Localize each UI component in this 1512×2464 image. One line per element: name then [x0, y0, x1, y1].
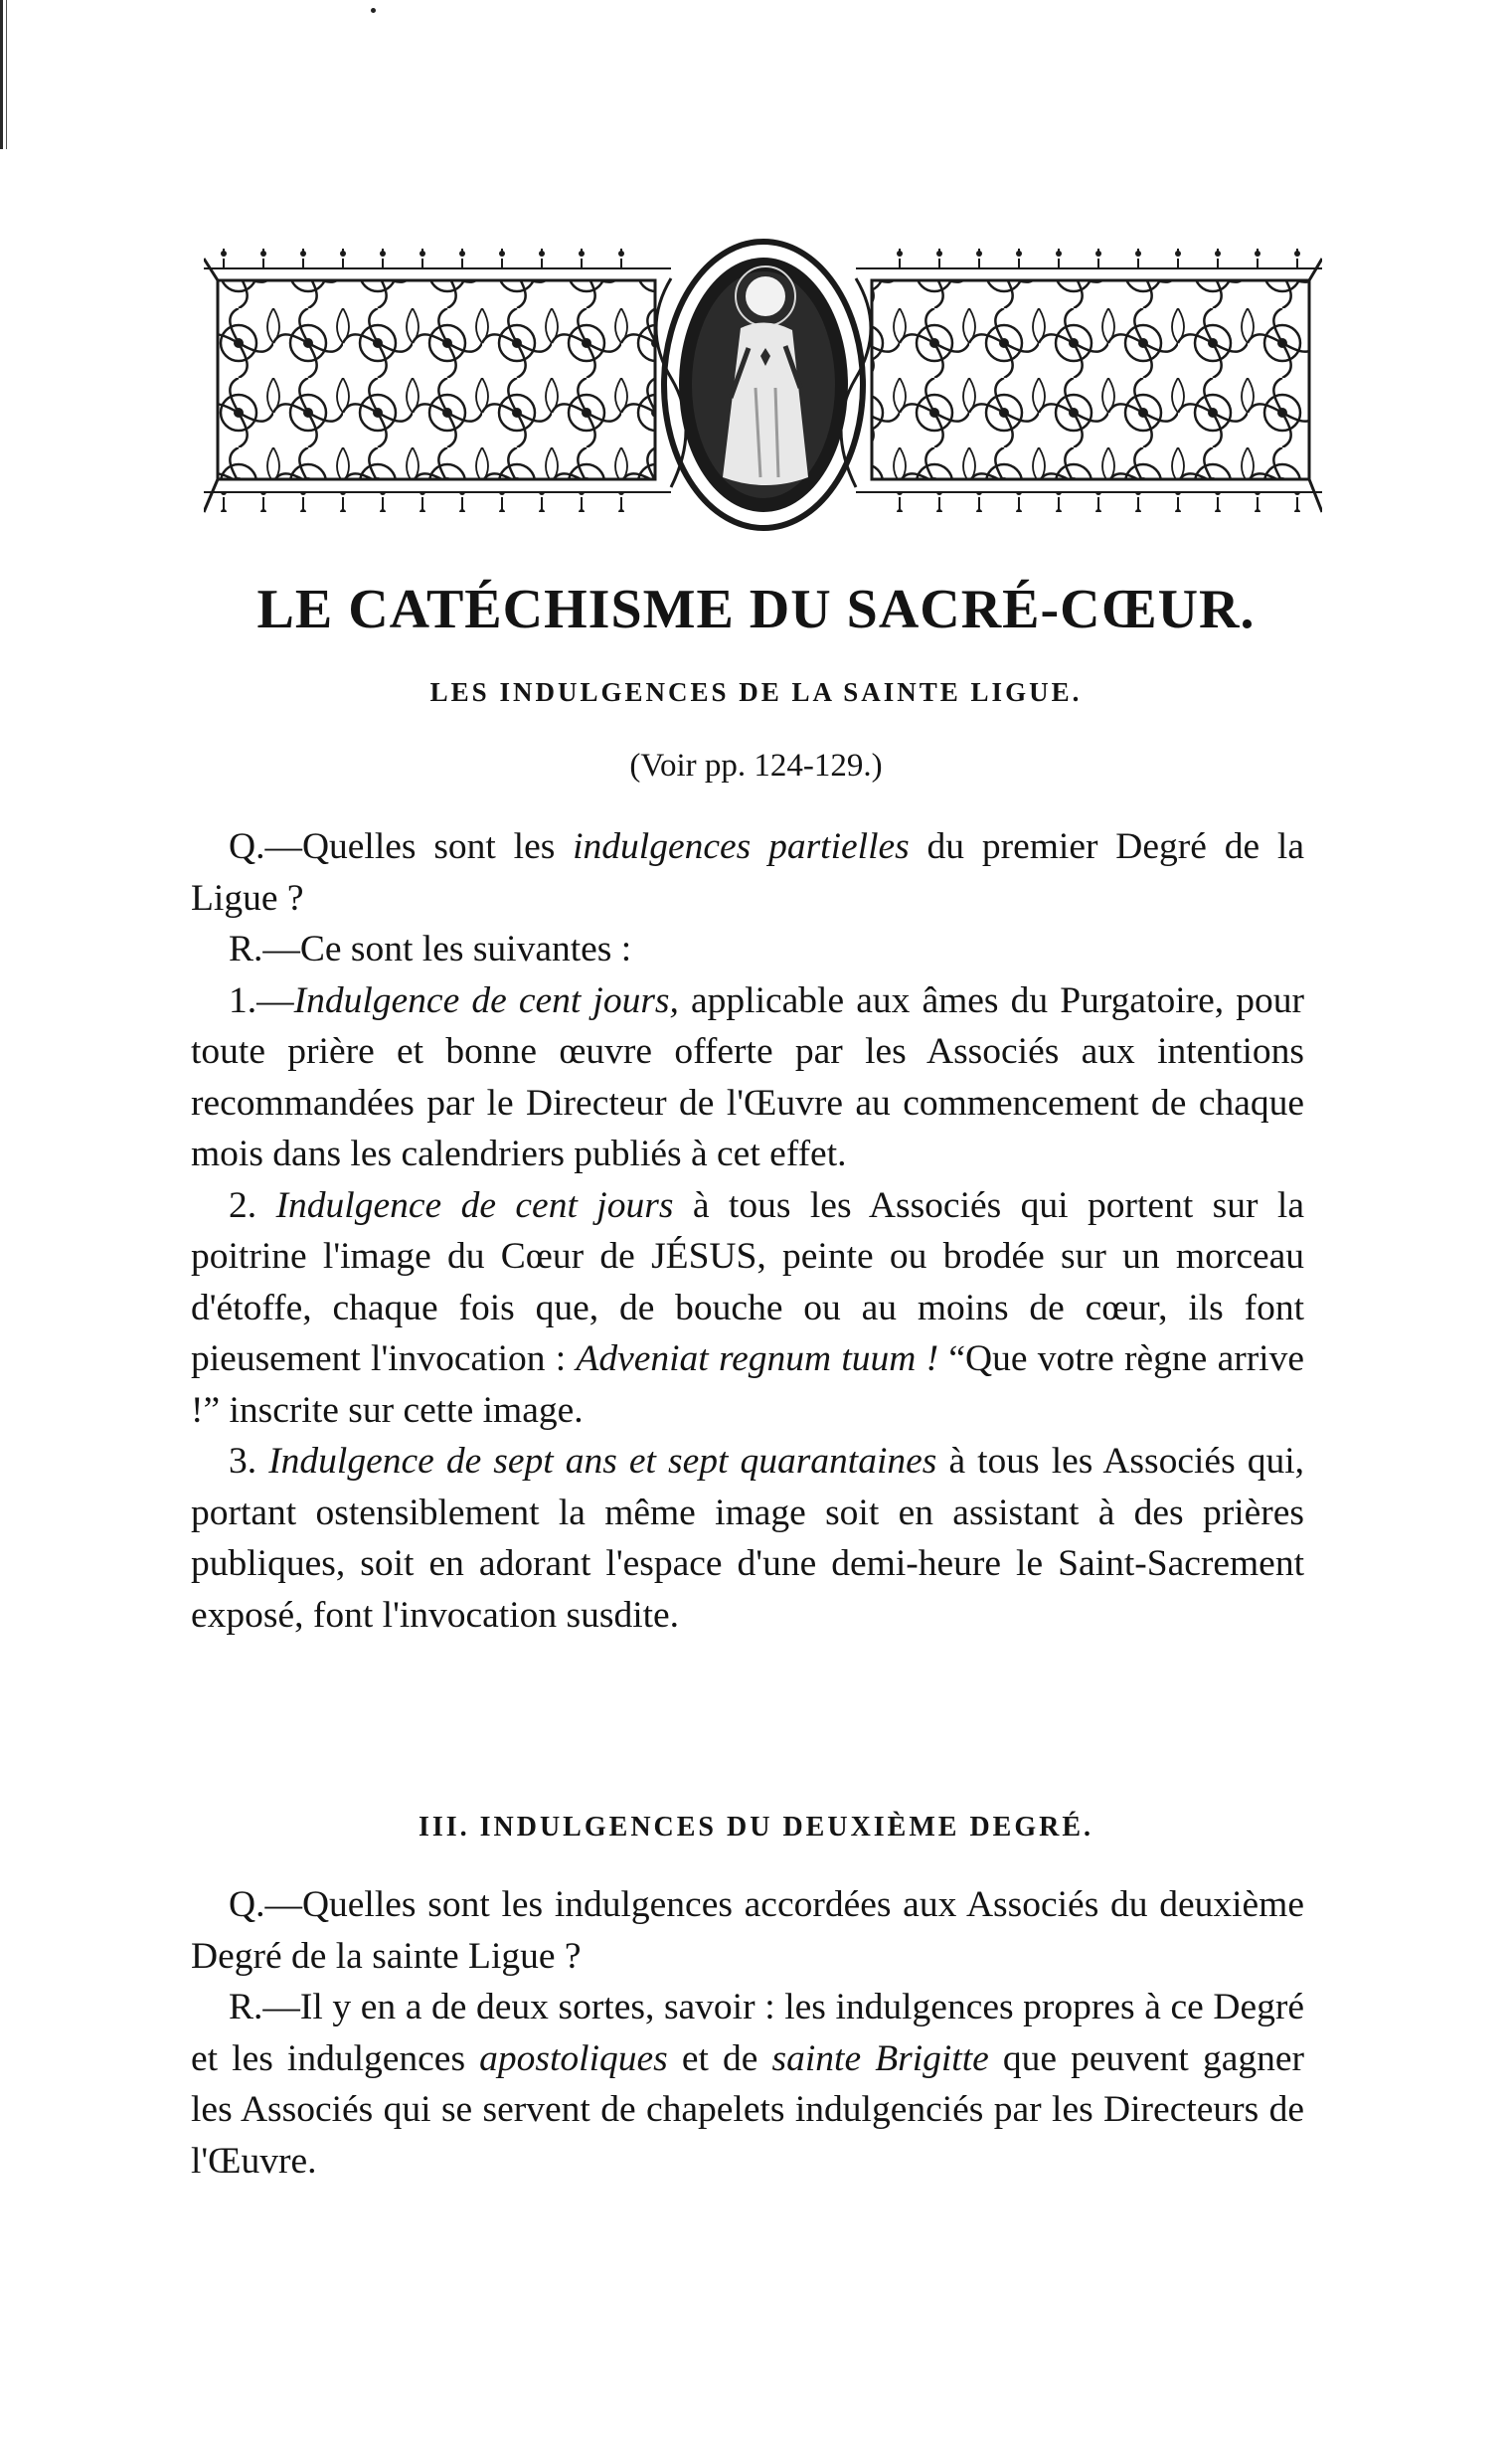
question-paragraph [191, 821, 1304, 924]
text-block-degree-two [191, 1879, 1304, 2187]
text-run: à tous les Associés qui portent sur la poitrine l'image du Cœur de JÉSUS, peinte ou brodée sur un morceau d'étoffe, chaque fois que, de bouche ou au moins de cœur, ils font pieusement l'invocation : [191, 1184, 1304, 1379]
text-run: 3. [229, 1441, 269, 1482]
page-edge-binding [0, 0, 14, 149]
text-run: 2. [229, 1184, 276, 1226]
text-run: 1.— [229, 979, 294, 1021]
italic-run: Indulgence de sept ans et sept quarantaines [268, 1441, 937, 1482]
italic-run: Adveniat regnum tuum ! [576, 1338, 939, 1379]
text-run: du premier Degré de la Ligue ? [191, 826, 1304, 919]
ornamental-headpiece [204, 239, 1322, 532]
text-run: applicable aux âmes du Purgatoire, pour toute prière et bonne œuvre offerte par les Associés aux intentions recommandées par le Directeur de l'Œuvre au commencement de chaque mois dans les calendriers publiés à cet effet. [191, 979, 1304, 1174]
text-block-degree-one [191, 821, 1304, 1641]
page-title: LE CATÉCHISME DU SACRÉ-CŒUR. [256, 579, 1256, 640]
italic-run: sainte Brigitte [771, 2037, 989, 2079]
answer-paragraph [191, 1982, 1304, 2187]
text-run: à tous les Associés qui, portant ostensiblement la même image soit en assistant à des prières publiques, soit en adorant l'espace d'une demi-heure le Saint-Sacrement exposé, font l'invocation susdite. [191, 1441, 1305, 1636]
text-run: Q.—Quelles sont les [229, 826, 574, 867]
text-run: que peuvent gagner les Associés qui se servent de chapelets indulgenciés par les Directeurs de l'Œuvre. [191, 2037, 1304, 2182]
page-subtitle: LES INDULGENCES DE LA SAINTE LIGUE. [429, 677, 1083, 707]
item-paragraph-1 [191, 975, 1304, 1180]
text-run: R.—Ce sont les suivantes : [229, 929, 632, 969]
text-run: R.—Il y en a de deux sortes, savoir : les indulgences propres à ce Degré et les indulgences [191, 1987, 1304, 2079]
text-run: et de [667, 2037, 772, 2079]
ink-speck [371, 8, 376, 13]
italic-run: Indulgence de cent jours [275, 1184, 674, 1226]
text-run: “Que votre règne arrive !” inscrite sur cette image. [191, 1338, 1304, 1431]
italic-run: apostoliques [479, 2037, 668, 2079]
page-reference: (Voir pp. 124-129.) [629, 748, 883, 784]
italic-run: indulgences partielles [573, 826, 910, 867]
section-heading: III. INDULGENCES DU DEUXIÈME DEGRÉ. [418, 1812, 1094, 1843]
answer-paragraph [191, 924, 1304, 975]
item-paragraph-3 [191, 1436, 1304, 1641]
text-run: Q.—Quelles sont les indulgences accordées aux Associés du deuxième Degré de la sainte Ligue ? [191, 1884, 1304, 1977]
item-paragraph-2 [191, 1180, 1304, 1437]
question-paragraph [191, 1879, 1304, 1982]
italic-run: Indulgence de cent jours, [293, 979, 679, 1021]
